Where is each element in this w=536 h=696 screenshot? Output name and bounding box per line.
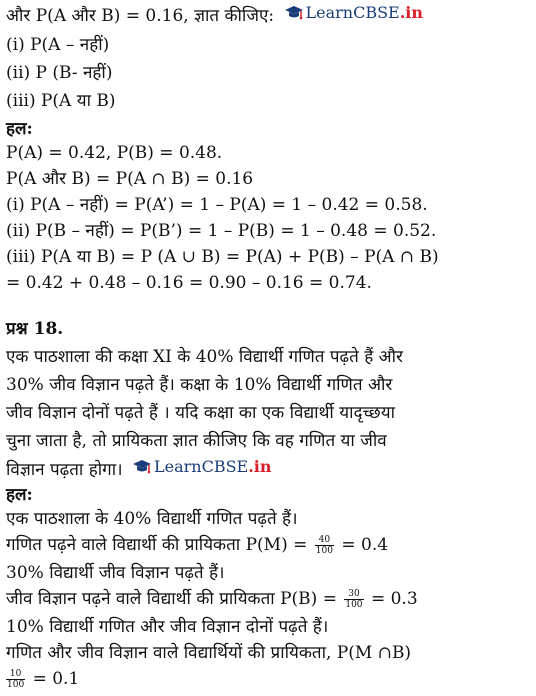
- graduation-cap-icon: [284, 5, 304, 21]
- text-line-1: [6, 2, 423, 27]
- text-line-16: चुना जाता है, तो प्रायिकता ज्ञात कीजिए कि वह गणित या जीव: [6, 431, 387, 451]
- text-line-7: P(A और B) = P(A ∩ B) = 0.16: [6, 169, 254, 189]
- text-line-2: (i) P(A – नहीं): [6, 35, 110, 55]
- text-line-8: (i) P(A – नहीं) = P(A’) = 1 – P(A) = 1 – 0.42 = 0.58.: [6, 195, 428, 215]
- text-line-15: जीव विज्ञान दोनों पढ़ते हैं । यदि कक्षा का एक विद्यार्थी यादृच्छया: [6, 403, 395, 423]
- prob-math-value: = 0.4: [341, 535, 389, 555]
- logo-tld: .in: [248, 457, 272, 476]
- text-line-21: 30% विद्यार्थी जीव विज्ञान पढ़ते हैं।: [6, 563, 225, 583]
- text-line-22: [6, 588, 418, 610]
- graduation-cap-icon: [132, 459, 152, 475]
- logo-brand: LearnCBSE: [305, 3, 400, 22]
- text-line-23: 10% विद्यार्थी गणित और जीव विज्ञान दोनों पढ़ते हैं।: [6, 617, 329, 637]
- prob-math-label: गणित पढ़ने वाले विद्यार्थी की प्रायिकता P(M) =: [6, 535, 308, 555]
- prob-bio-label: जीव विज्ञान पढ़ने वाले विद्यार्थी की प्रायिकता P(B) =: [6, 589, 337, 609]
- text-line-24: गणित और जीव विज्ञान वाले विद्यार्थियों की प्रायिकता, P(M ∩B): [6, 643, 412, 663]
- solution-heading-1: हल:: [6, 119, 33, 139]
- text-line-17: [6, 456, 272, 481]
- text-line-25: [6, 668, 79, 690]
- text-line-4: (iii) P(A या B): [6, 91, 116, 111]
- fraction-40-100: [315, 535, 334, 556]
- text-line-20: [6, 534, 388, 556]
- fraction-denominator: 100: [345, 600, 363, 610]
- prob-bio-value: = 0.3: [370, 589, 418, 609]
- fraction-numerator: 30: [344, 589, 363, 600]
- logo-tld: .in: [399, 3, 424, 22]
- fraction-denominator: 100: [315, 546, 333, 556]
- learncbse-logo: [284, 2, 424, 24]
- text-line-10: (iii) P(A या B) = P (A ∪ B) = P(A) + P(B) – P(A ∩ B): [6, 247, 439, 267]
- prob-both-value: = 0.1: [32, 669, 80, 689]
- text-line-11: = 0.42 + 0.48 – 0.16 = 0.90 – 0.16 = 0.74.: [6, 273, 372, 293]
- text-line-3: (ii) P (B- नहीं): [6, 63, 113, 83]
- text-line-6: P(A) = 0.42, P(B) = 0.48.: [6, 143, 223, 163]
- fraction-numerator: 10: [6, 669, 25, 680]
- question-end-text: विज्ञान पढ़ता होगा।: [6, 460, 123, 480]
- fraction-30-100: [344, 589, 363, 610]
- learncbse-logo-2: [132, 456, 272, 478]
- intro-text: और P(A और B) = 0.16, ज्ञात कीजिए:: [6, 6, 275, 26]
- fraction-denominator: 100: [7, 680, 25, 690]
- text-line-9: (ii) P(B – नहीं) = P(B’) = 1 – P(B) = 1 – 0.48 = 0.52.: [6, 221, 437, 241]
- text-line-19: एक पाठशाला के 40% विद्यार्थी गणित पढ़ते हैं।: [6, 509, 298, 529]
- text-line-14: 30% जीव विज्ञान पढ़ते हैं। कक्षा के 10% विद्यार्थी गणित और: [6, 375, 393, 395]
- logo-brand: LearnCBSE: [153, 457, 249, 476]
- fraction-10-100: [6, 669, 25, 690]
- solution-heading-2: हल:: [6, 485, 33, 505]
- question-heading: प्रश्न 18.: [6, 319, 64, 339]
- text-line-13: एक पाठशाला की कक्षा XI के 40% विद्यार्थी गणित पढ़ते हैं और: [6, 347, 403, 367]
- fraction-numerator: 40: [315, 535, 334, 546]
